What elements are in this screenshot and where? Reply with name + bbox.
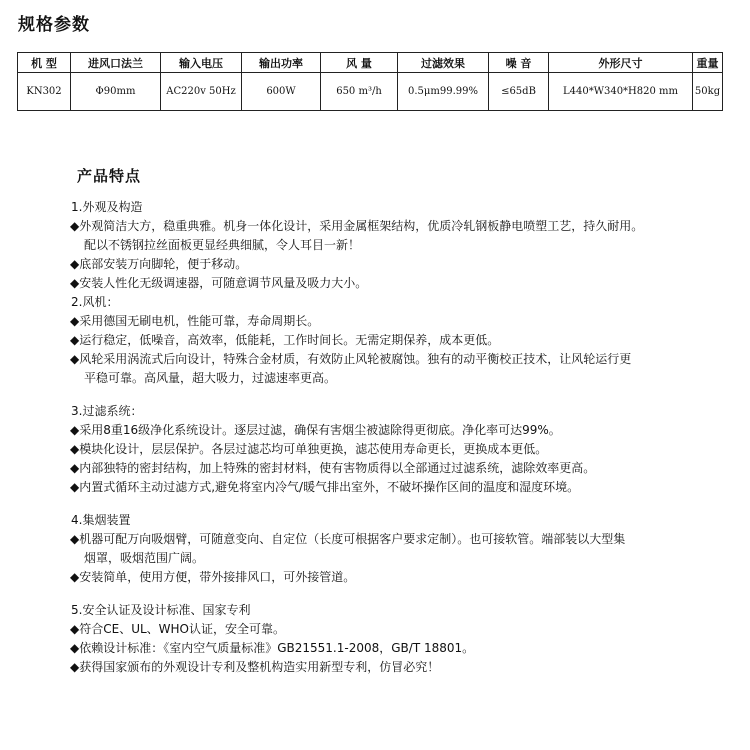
header-input-voltage: 输入电压	[161, 53, 242, 73]
cell-inlet-flange: Φ90mm	[71, 73, 161, 111]
feature-line: ◆采用德国无刷电机，性能可靠，寿命周期长。	[70, 314, 320, 328]
cell-air-volume: 650 m³/h	[321, 73, 398, 111]
feature-line: ◆符合CE、UL、WHO认证，安全可靠。	[70, 622, 285, 636]
feature-line: ◆内部独特的密封结构，加上特殊的密封材料，使有害物质得以全部通过过滤系统，滤除效率更高。	[70, 461, 596, 475]
section-heading-filter: 3.过滤系统：	[71, 404, 143, 418]
feature-line: ◆机器可配万向吸烟臂，可随意变向、自定位（长度可根据客户要求定制）。也可接软管。端部装以大型集	[70, 532, 626, 546]
feature-line: ◆内置式循环主动过滤方式,避免将室内冷气/暖气排出室外，不破坏操作区间的温度和湿度环境。	[70, 480, 580, 494]
feature-line: ◆依赖设计标准：《室内空气质量标准》GB21551.1-2008，GB/T 18801。	[70, 641, 475, 655]
feature-line: 平稳可靠。高风量，超大吸力，过滤速率更高。	[84, 371, 337, 385]
header-air-volume: 风 量	[321, 53, 398, 73]
features-body	[70, 198, 740, 677]
feature-line: ◆获得国家颁布的外观设计专利及整机构造实用新型专利，仿冒必究！	[70, 660, 440, 674]
section-heading-smoke-collection: 4.集烟装置	[71, 513, 131, 527]
feature-line: ◆运行稳定，低噪音，高效率，低能耗，工作时间长。无需定期保养，成本更低。	[70, 333, 500, 347]
header-inlet-flange: 进风口法兰	[71, 53, 161, 73]
section-heading-fan: 2.风机：	[71, 295, 119, 309]
features-title: 产品特点	[77, 167, 142, 185]
feature-line: ◆底部安装万向脚轮，便于移动。	[70, 257, 248, 271]
header-output-power: 输出功率	[242, 53, 321, 73]
feature-line: ◆模块化设计，层层保护。各层过滤芯均可单独更换，滤芯使用寿命更长，更换成本更低。	[70, 442, 548, 456]
cell-dimensions: L440*W340*H820 mm	[549, 73, 693, 111]
cell-noise: ≤65dB	[489, 73, 549, 111]
cell-weight: 50kg	[693, 73, 723, 111]
header-noise: 噪 音	[489, 53, 549, 73]
feature-line: ◆风轮采用涡流式后向设计，特殊合金材质，有效防止风轮被腐蚀。独有的动平衡校正技术，让风轮运行更	[70, 352, 632, 366]
cell-model: KN302	[18, 73, 71, 111]
feature-line: ◆外观简洁大方，稳重典雅。机身一体化设计，采用金属框架结构，优质冷轧钢板静电喷塑工艺，持久耐用。	[70, 219, 644, 233]
cell-input-voltage: AC220v 50Hz	[161, 73, 242, 111]
cell-output-power: 600W	[242, 73, 321, 111]
spec-data-row	[18, 73, 723, 111]
feature-line: 烟罩，吸烟范围广阔。	[84, 551, 205, 565]
spec-header-row	[18, 53, 723, 73]
cell-filter-efficiency: 0.5μm99.99%	[398, 73, 489, 111]
feature-line: 配以不锈钢拉丝面板更显经典细腻，令人耳目一新！	[84, 238, 361, 252]
header-model: 机 型	[18, 53, 71, 73]
spec-title: 规格参数	[18, 15, 90, 35]
section-heading-appearance: 1.外观及构造	[71, 200, 143, 214]
header-dimensions: 外形尺寸	[549, 53, 693, 73]
feature-line: ◆安装人性化无级调速器，可随意调节风量及吸力大小。	[70, 276, 368, 290]
header-filter-efficiency: 过滤效果	[398, 53, 489, 73]
feature-line: ◆采用8重16级净化系统设计。逐层过滤，确保有害烟尘被滤除得更彻底。净化率可达99%。	[70, 423, 561, 437]
spec-table	[17, 52, 723, 111]
section-heading-certification: 5.安全认证及设计标准、国家专利	[71, 603, 251, 617]
feature-line: ◆安装简单，使用方便，带外接排风口，可外接管道。	[70, 570, 356, 584]
header-weight: 重量	[693, 53, 723, 73]
